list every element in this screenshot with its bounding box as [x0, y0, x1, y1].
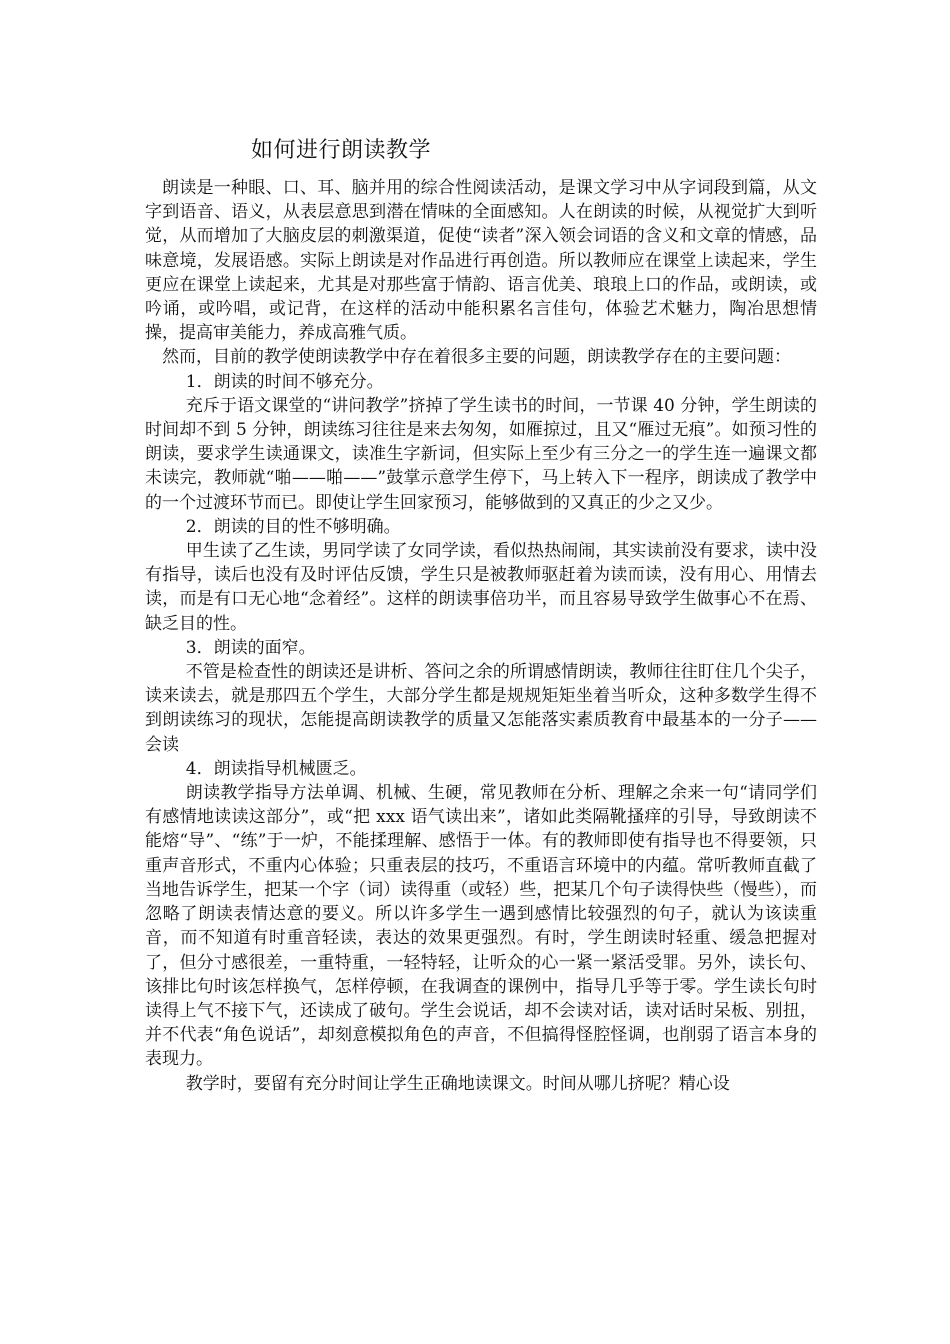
paragraph: 教学时，要留有充分时间让学生正确地读课文。时间从哪儿挤呢？精心设 — [185, 1073, 730, 1094]
section-heading: 4．朗读指导机械匮乏。 — [185, 758, 367, 779]
paragraph: 充斥于语文课堂的“讲问教学”挤掉了学生读书的时间，一节课 40 分钟，学生朗读的时间却不到 5 分钟，朗读练习往往是来去匆匆，如雁掠过，且又“雁过无痕”。如预习性的朗读，要求学生读通课文，读准生字新词，但实际上至少有三分之一的学生连一遍课文都未读完，教师就“啪——啪——”鼓掌示意学生停下，马上转入下一程序，朗读成了教学中的一个过渡环节而已。即使让学生回家预习，能够做到的又真正的少之又少。 — [145, 395, 817, 513]
paragraph: 甲生读了乙生读，男同学读了女同学读，看似热热闹闹，其实读前没有要求，读中没有指导，读后也没有及时评估反馈，学生只是被教师驱赶着为读而读，没有用心、用情去读，而是有口无心地“念着经”。这样的朗读事倍功半，而且容易导致学生做事心不在焉、缺乏目的性。 — [145, 541, 817, 634]
document-title: 如何进行朗读教学 — [251, 138, 432, 163]
section-heading: 1．朗读的时间不够充分。 — [185, 371, 384, 392]
paragraph: 朗读是一种眼、口、耳、脑并用的综合性阅读活动，是课文学习中从字词段到篇，从文字到语音、语义，从表层意思到潜在情味的全面感知。人在朗读的时候，从视觉扩大到听觉，从而增加了大脑皮层的刺激渠道，促使“读者”深入领会词语的含义和文章的情感，品味意境，发展语感。实际上朗读是对作品进行再创造。所以教师应在课堂上读起来，学生更应在课堂上读起来，尤其是对那些富于情韵、语言优美、琅琅上口的作品，或朗读，或吟诵，或吟唱，或记背，在这样的活动中能积累名言佳句，体验艺术魅力，陶冶思想情操，提高审美能力，养成高雅气质。 — [145, 178, 817, 344]
section-heading: 2．朗读的目的性不够明确。 — [185, 516, 401, 537]
paragraph: 然而，目前的教学使朗读教学中存在着很多主要的问题，朗读教学存在的主要问题： — [162, 347, 791, 368]
paragraph: 不管是检查性的朗读还是讲析、答问之余的所谓感情朗读，教师往往盯住几个尖子，读来读去，就是那四五个学生，大部分学生都是规规矩矩坐着当听众，这种多数学生得不到朗读练习的现状，怎能提高朗读教学的质量又怎能落实素质教育中最基本的一分子——会读 — [145, 662, 817, 755]
document-body — [145, 176, 817, 1096]
paragraph: 朗读教学指导方法单调、机械、生硬，常见教师在分析、理解之余来一句“请同学们有感情地读读这部分”，或“把 xxx 语气读出来”，诸如此类隔靴搔痒的引导，导致朗读不能熔“导”、“练”于一炉，不能揉理解、感悟于一体。有的教师即使有指导也不得要领，只重声音形式，不重内心体验；只重表层的技巧，不重语言环境中的内蕴。常听教师直截了当地告诉学生，把某一个字（词）读得重（或轻）些，把某几个句子读得快些（慢些），而忽略了朗读表情达意的要义。所以许多学生一遇到感情比较强烈的句子，就认为该读重音，而不知道有时重音轻读，表达的效果更强烈。有时，学生朗读时轻重、缓急把握对了，但分寸感很差，一重特重，一轻特轻，让听众的心一紧一紧活受罪。另外，读长句、该排比句时该怎样换气，怎样停顿，在我调查的课例中，指导几乎等于零。学生读长句时读得上气不接下气，还读成了破句。学生会说话，却不会读对话，读对话时呆板、别扭，并不代表“角色说话”，却刻意模拟角色的声音，不但搞得怪腔怪调，也削弱了语言本身的表现力。 — [145, 783, 817, 1070]
section-heading: 3．朗读的面窄。 — [185, 637, 316, 658]
